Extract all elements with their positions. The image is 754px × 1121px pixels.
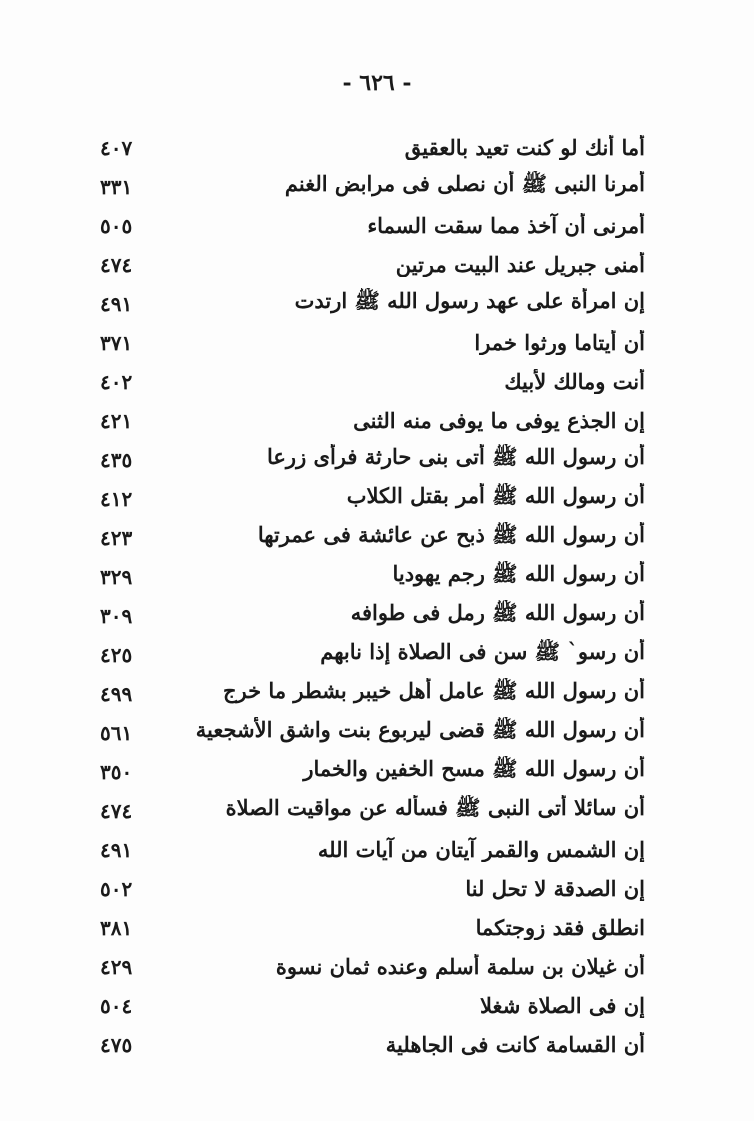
index-entry <box>100 440 645 479</box>
index-entry <box>100 752 645 791</box>
entry-page-number: ٤٠٢ <box>100 369 133 394</box>
entry-text: أنت ومالك لأبيك <box>504 369 645 394</box>
entry-text: أمرنى أن آخذ مما سقت السماء <box>367 213 645 238</box>
entry-text: إن فى الصلاة شغلا <box>480 993 645 1018</box>
index-entry <box>100 557 645 596</box>
entry-text: أن غيلان بن سلمة أسلم وعنده ثمان نسوة <box>275 954 645 979</box>
index-entry <box>100 713 645 752</box>
entry-text: أن رسول الله ﷺ رجم يهوديا <box>392 561 645 586</box>
entry-text: إن امرأة على عهد رسول الله ﷺ ارتدت <box>294 288 645 313</box>
index-entry <box>100 635 645 674</box>
index-entry <box>100 167 645 206</box>
entry-text: أن رسو` ﷺ سن فى الصلاة إذا نابهم <box>320 639 645 664</box>
index-entry <box>100 830 645 869</box>
entry-page-number: ٤٩١ <box>100 291 133 316</box>
entry-page-number: ٤٢١ <box>100 408 133 433</box>
index-entry <box>100 479 645 518</box>
entry-text: انطلق فقد زوجتكما <box>475 915 645 940</box>
index-entry <box>100 791 645 830</box>
index-entry <box>100 1025 645 1064</box>
entry-text: أمنى جبريل عند البيت مرتين <box>395 252 645 277</box>
entry-page-number: ٤٧٤ <box>100 798 133 823</box>
entry-text: إن الجذع يوفى ما يوفى منه الثنى <box>353 408 645 433</box>
entry-page-number: ٣٥٠ <box>100 759 133 784</box>
entry-text: أن رسول الله ﷺ ذبح عن عائشة فى عمرتها <box>257 522 645 547</box>
entry-text: أن رسول الله ﷺ عامل أهل خيبر بشطر ما خرج <box>222 678 645 703</box>
entry-page-number: ٥٠٤ <box>100 993 133 1018</box>
entry-page-number: ٤٢٣ <box>100 525 133 550</box>
entry-page-number: ٤٢٥ <box>100 642 133 667</box>
index-entry <box>100 674 645 713</box>
entry-text: أن القسامة كانت فى الجاهلية <box>385 1032 645 1057</box>
index-entry <box>100 596 645 635</box>
entry-page-number: ٤١٢ <box>100 486 133 511</box>
entry-page-number: ٤٢٩ <box>100 954 133 979</box>
index-entry <box>100 245 645 284</box>
index-entry <box>100 869 645 908</box>
index-entry <box>100 128 645 167</box>
entry-page-number: ٣٣١ <box>100 174 133 199</box>
page-number: - ٦٢٦ - <box>342 70 412 96</box>
entry-text: أن رسول الله ﷺ قضى ليربوع بنت واشق الأشجعية <box>195 717 645 742</box>
index-entry <box>100 362 645 401</box>
entry-page-number: ٣٢٩ <box>100 564 133 589</box>
entry-text: إن الشمس والقمر آيتان من آيات الله <box>317 837 645 862</box>
entry-page-number: ٣٧١ <box>100 330 133 355</box>
index-entry <box>100 908 645 947</box>
hadith-index-list <box>100 128 645 1064</box>
index-entry <box>100 323 645 362</box>
entry-text: إن الصدقة لا تحل لنا <box>465 876 645 901</box>
entry-page-number: ٤٩٩ <box>100 681 133 706</box>
entry-page-number: ٣٠٩ <box>100 603 133 628</box>
entry-page-number: ٤٩١ <box>100 837 133 862</box>
entry-page-number: ٣٨١ <box>100 915 133 940</box>
entry-text: أما أنك لو كنت تعيد بالعقيق <box>404 135 645 160</box>
index-entry <box>100 518 645 557</box>
entry-text: أن رسول الله ﷺ رمل فى طوافه <box>350 600 645 625</box>
index-entry <box>100 284 645 323</box>
entry-text: أمرنا النبى ﷺ أن نصلى فى مرابض الغنم <box>284 171 645 196</box>
entry-text: أن أيتاما ورثوا خمرا <box>474 330 645 355</box>
entry-page-number: ٥٠٥ <box>100 213 133 238</box>
index-entry <box>100 947 645 986</box>
entry-text: أن رسول الله ﷺ مسح الخفين والخمار <box>303 756 645 781</box>
entry-page-number: ٥٦١ <box>100 720 133 745</box>
entry-text: أن رسول الله ﷺ أتى بنى حارثة فرأى زرعا <box>267 444 645 469</box>
entry-page-number: ٤٧٤ <box>100 252 133 277</box>
entry-page-number: ٤٣٥ <box>100 447 133 472</box>
entry-page-number: ٤٠٧ <box>100 135 133 160</box>
index-entry <box>100 401 645 440</box>
index-entry <box>100 986 645 1025</box>
entry-text: أن سائلا أتى النبى ﷺ فسأله عن مواقيت الصلاة <box>225 795 645 820</box>
entry-text: أن رسول الله ﷺ أمر بقتل الكلاب <box>346 483 645 508</box>
entry-page-number: ٤٧٥ <box>100 1032 133 1057</box>
entry-page-number: ٥٠٢ <box>100 876 133 901</box>
index-entry <box>100 206 645 245</box>
